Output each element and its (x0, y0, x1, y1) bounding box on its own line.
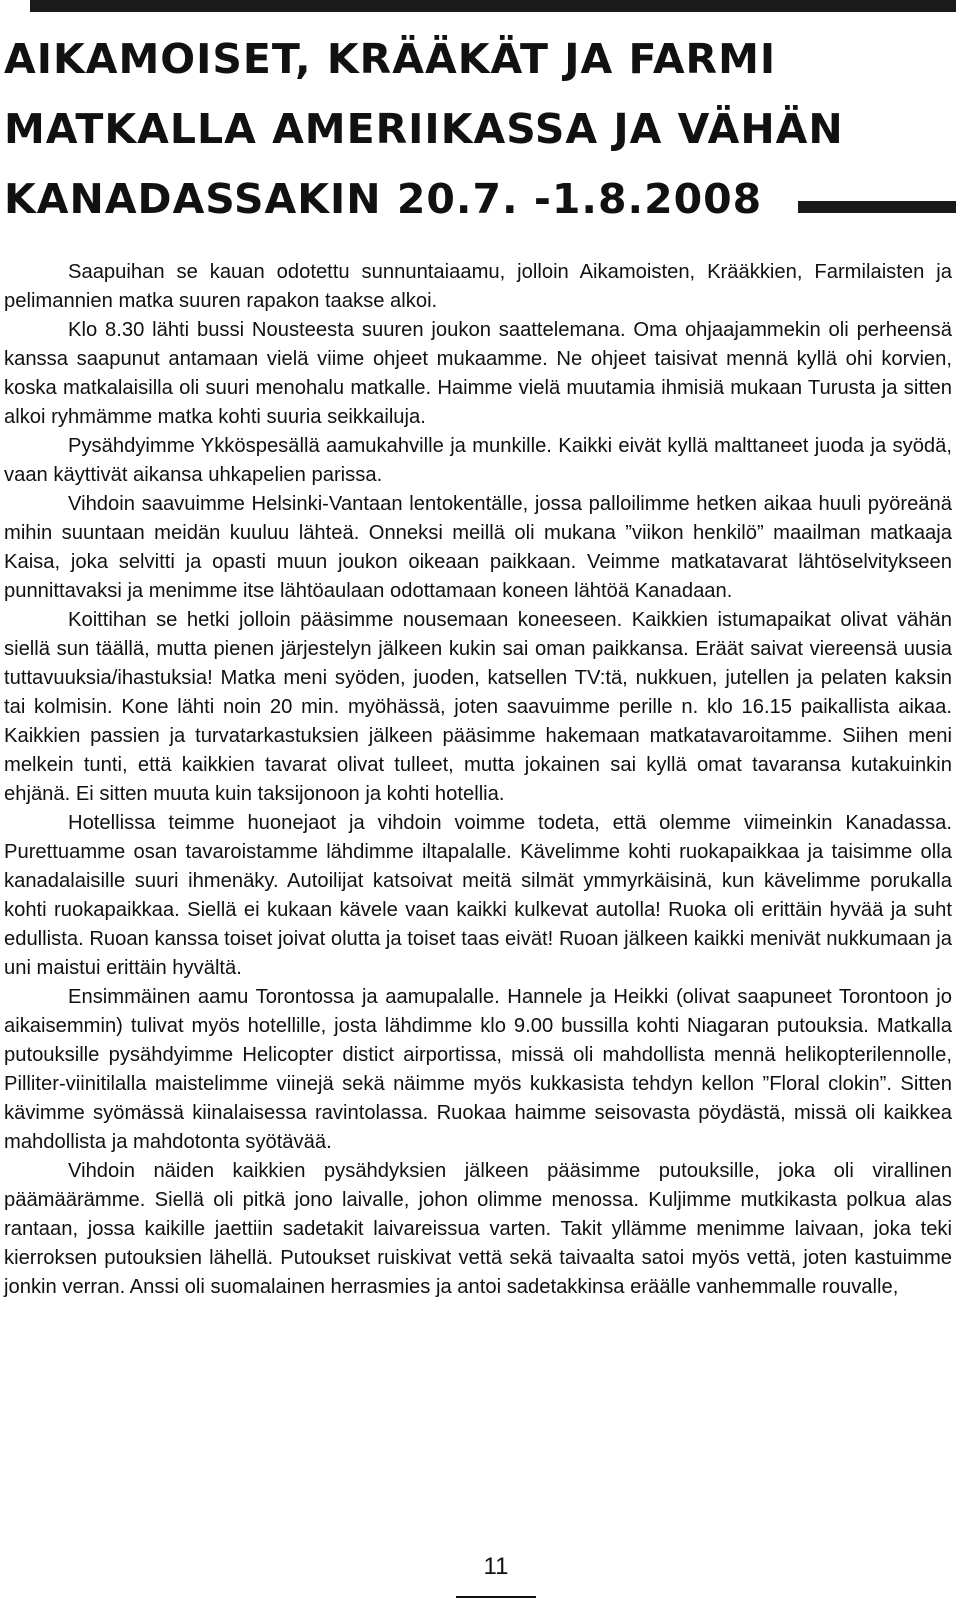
paragraph: Koittihan se hetki jolloin pääsimme nousemaan koneeseen. Kaikkien istumapaikat olivat vähän siellä sun täällä, mutta pienen järjestelyn jälkeen kukin sai oman paikkansa. Eräät saivat viereensä uusia tuttavuuksia/ihastuksia! Matka meni syöden, juoden, katsellen TV:tä, nukkuen, jutellen ja pelaten kaksin tai kolmisin. Kone lähti noin 20 min. myöhässä, joten saavuimme perille n. klo 16.15 paikallista aikaa. Kaikkien passien ja turvatarkastuksien jälkeen pääsimme hakemaan matkatavaroitamme. Siihen meni melkein tunti, että kaikkien tavarat olivat tulleet, mutta jokainen sai kyllä omat tavaransa kutakuinkin ehjänä. Ei sitten muuta kuin taksijonoon ja kohti hotellia. (4, 609, 952, 805)
paragraph: Vihdoin näiden kaikkien pysähdyksien jälkeen pääsimme putouksille, joka oli virallinen päämäärämme. Siellä oli pitkä jono laivalle, johon olimme menossa. Kuljimme mutkikasta polkua alas rantaan, jossa kaikille jaettiin sadetakit laivareissua varten. Takit yllämme menimme laivaan, joka teki kierroksen putouksien lähellä. Putoukset ruiskivat vettä sekä taivaalta satoi myös vettä, joten kastuimme jonkin verran. Anssi oli suomalainen herrasmies ja antoi sadetakkinsa eräälle vanhemmalle rouvalle, (4, 1160, 952, 1298)
paragraph: Ensimmäinen aamu Torontossa ja aamupalalle. Hannele ja Heikki (olivat saapuneet Torontoon jo aikaisemmin) tulivat myös hotellille, josta lähdimme klo 9.00 bussilla kohti Niagaran putouksia. Matkalla putouksille pysähdyimme Helicopter distict airportissa, missä oli mahdollista mennä helikopterilennolle, Pilliter-viinitilalla maistelimme viinejä sekä näimme myös kukkasista tehdyn kellon ”Floral clokin”. Sitten kävimme syömässä kiinalaisessa ravintolassa. Ruokaa haimme seisovasta pöydästä, missä oli kaikkea mahdollista ja mahdotonta syötävää. (4, 986, 952, 1153)
paragraph: Klo 8.30 lähti bussi Nousteesta suuren joukon saattelemana. Oma ohjaajammekin oli perheensä kanssa saapunut antamaan vielä viime ohjeet mukaamme. Ne ohjeet taisivat mennä kyllä ohi korvien, koska matkalaisilla oli suuri menohalu matkalle. Haimme vielä muutamia ihmisiä mukaan Turusta ja sitten alkoi ryhmämme matka kohti suuria seikkailuja. (4, 319, 952, 428)
paragraph: Saapuihan se kauan odotettu sunnuntaiaamu, jolloin Aikamoisten, Krääkkien, Farmilaisten ja pelimannien matka suuren rapakon taakse alkoi. (4, 261, 952, 312)
article-body (4, 258, 952, 1302)
paragraph: Vihdoin saavuimme Helsinki-Vantaan lentokentälle, jossa palloilimme hetken aikaa huuli pyöreänä mihin suuntaan meidän kuuluu lähteä. Onneksi meillä oli mukana ”viikon henkilö” maailman matkaaja Kaisa, joka selvitti ja opasti muun joukon oikeaan paikkaan. Veimme matkatavarat lähtöselvitykseen punnittavaksi ja menimme itse lähtöaulaan odottamaan koneen lähtöä Kanadaan. (4, 493, 952, 602)
paragraph: Pysähdyimme Ykköspesällä aamukahville ja munkille. Kaikki eivät kyllä malttaneet juoda ja syödä, vaan käyttivät aikansa uhkapelien parissa. (4, 435, 952, 486)
page-number: 11 (483, 1553, 509, 1580)
title-line: AIKAMOISET, KRÄÄKÄT JA FARMI (4, 35, 777, 83)
title-decoration-bar (798, 201, 956, 213)
title-line: KANADASSAKIN 20.7. -1.8.2008 (4, 175, 763, 223)
page-number-underline (456, 1596, 536, 1598)
paragraph: Hotellissa teimme huonejaot ja vihdoin voimme todeta, että olemme viimeinkin Kanadassa. Purettuamme osan tavaroistamme lähdimme iltapalalle. Kävelimme kohti ruokapaikkaa ja taisimme olla kanadalaisille suuri ihmenäky. Autoilijat katsoivat meitä silmät ymmyrkäisinä, kun kävelimme porukalla kohti ruokapaikkaa. Siellä ei kukaan kävele vaan kaikki kulkevat autolla! Ruoka oli erittäin hyvää ja suht edullista. Ruoan kanssa toiset joivat olutta ja toiset taas eivät! Ruoan jälkeen kaikki menivät nukkumaan ja uni maistui erittäin hyvältä. (4, 812, 952, 979)
title-line: MATKALLA AMERIIKASSA JA VÄHÄN (4, 105, 844, 153)
top-rule (30, 0, 956, 12)
